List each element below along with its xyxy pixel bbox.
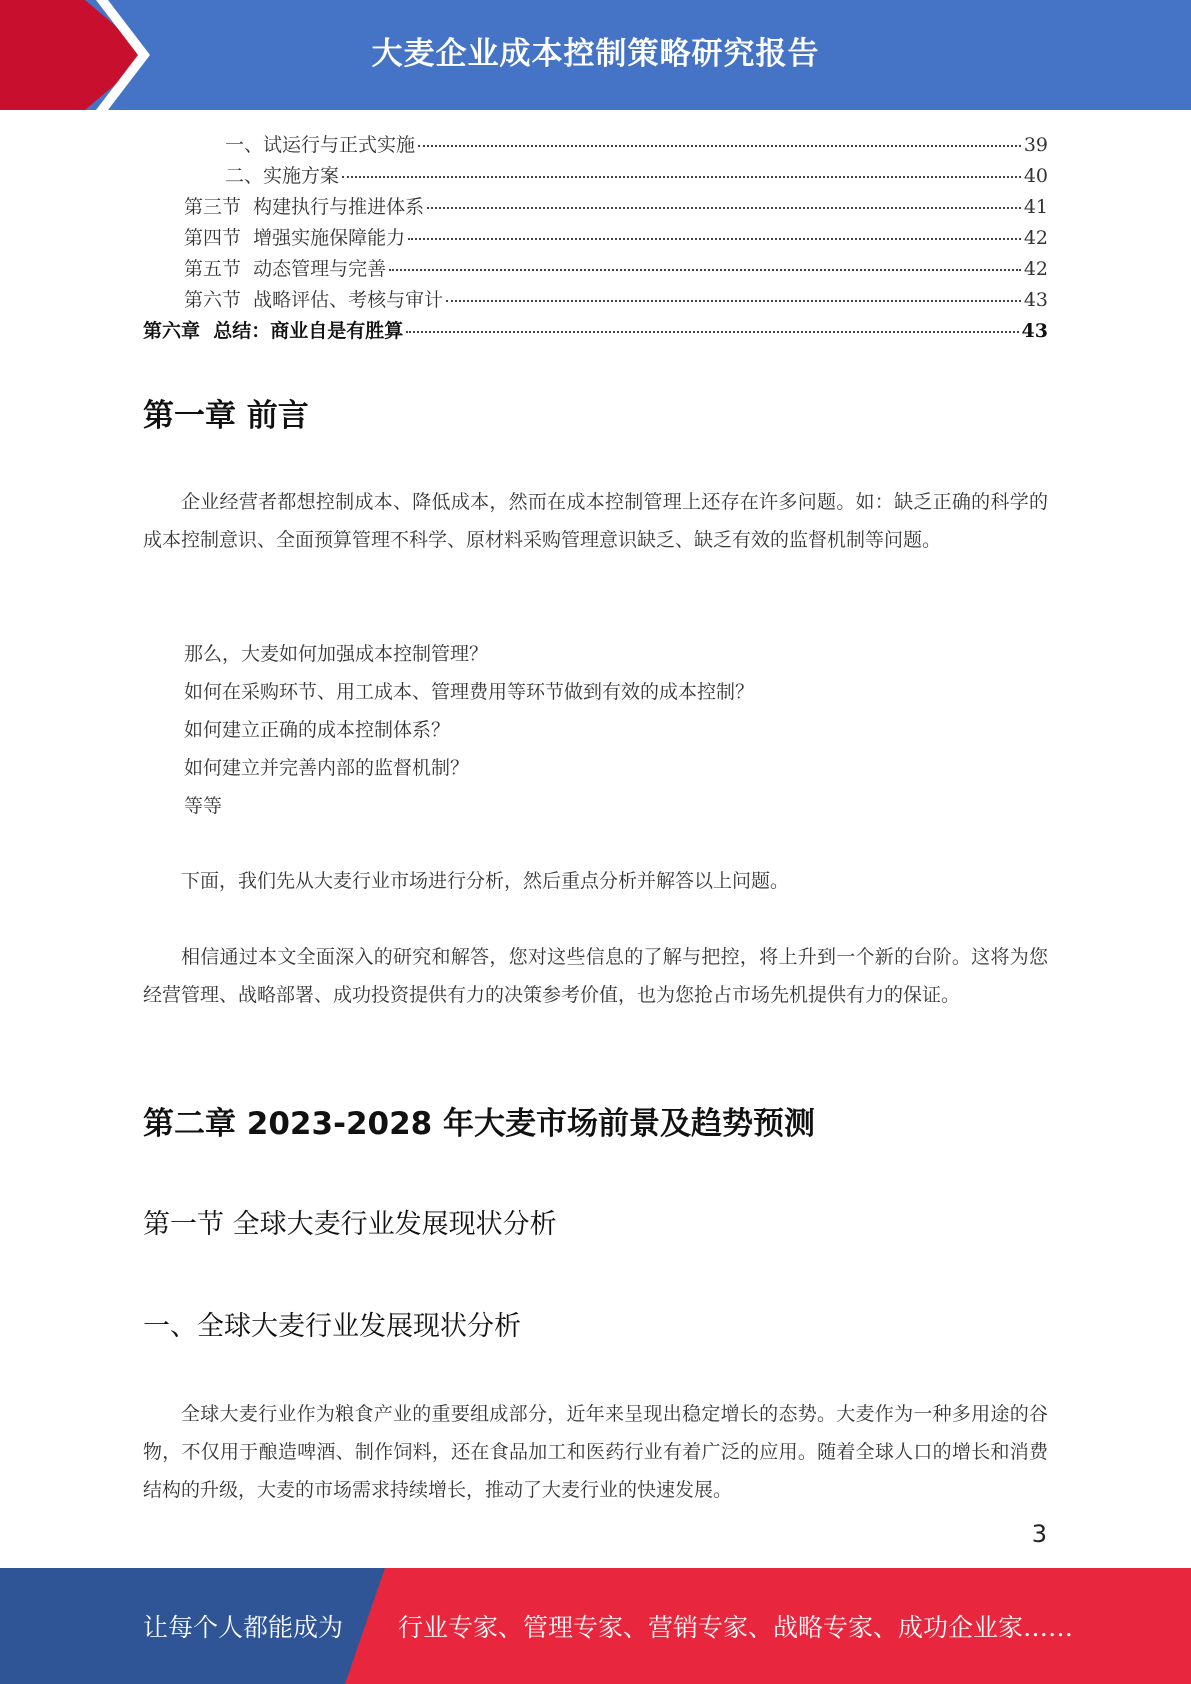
toc-leader-dots — [342, 176, 1021, 178]
question-item: 等等 — [184, 795, 223, 817]
subsection-heading: 一、全球大麦行业发展现状分析 — [143, 1311, 521, 1342]
toc-entry-page: 40 — [1023, 165, 1048, 187]
toc-entry-page: 42 — [1023, 227, 1048, 249]
chapter-1-para-3 — [143, 938, 1048, 1014]
question-list — [143, 635, 1048, 825]
toc-entry-title: 第六节 战略评估、考核与审计 — [184, 289, 444, 311]
question-item: 如何建立正确的成本控制体系？ — [184, 719, 451, 741]
toc-entry-title: 第六章 总结：商业自是有胜算 — [143, 320, 404, 342]
chapter-2-heading-block — [143, 1098, 1048, 1143]
toc-entry[interactable] — [143, 192, 1048, 223]
toc-entry-page: 41 — [1023, 196, 1048, 218]
toc-entry-page: 42 — [1023, 258, 1048, 280]
chapter-1-heading: 第一章 前言 — [143, 398, 309, 434]
toc-entry[interactable] — [143, 254, 1048, 285]
paragraph: 企业经营者都想控制成本、降低成本，然而在成本控制管理上还存在许多问题。如：缺乏正确的科学的成本控制意识、全面预算管理不科学、原材料采购管理意识缺乏、缺乏有效的监督机制等问题。 — [143, 491, 1048, 551]
page-footer — [0, 1568, 1191, 1684]
toc-leader-dots — [427, 207, 1021, 209]
toc-entry-title: 第三节 构建执行与推进体系 — [184, 196, 425, 218]
section-1-heading-block — [143, 1202, 1048, 1241]
paragraph: 下面，我们先从大麦行业市场进行分析，然后重点分析并解答以上问题。 — [181, 870, 790, 892]
page-number: 3 — [1031, 1520, 1047, 1548]
toc-entry[interactable] — [143, 223, 1048, 254]
question-item: 那么，大麦如何加强成本控制管理？ — [184, 643, 489, 665]
toc-leader-dots — [406, 331, 1018, 333]
chapter-2-heading: 第二章 2023-2028 年大麦市场前景及趋势预测 — [143, 1106, 816, 1142]
chapter-1-para-2 — [143, 862, 1048, 900]
toc-entry[interactable] — [143, 316, 1048, 347]
toc-entry-page: 43 — [1023, 289, 1048, 311]
paragraph: 相信通过本文全面深入的研究和解答，您对这些信息的了解与把控，将上升到一个新的台阶。这将为您经营管理、战略部署、成功投资提供有力的决策参考价值，也为您抢占市场先机提供有力的保证。 — [143, 946, 1048, 1006]
toc-entry-page: 43 — [1021, 320, 1048, 342]
chapter-1-heading-block — [143, 390, 1048, 435]
question-item: 如何建立并完善内部的监督机制？ — [184, 757, 470, 779]
toc-leader-dots — [418, 145, 1021, 147]
footer-slogan-right: 行业专家、管理专家、营销专家、战略专家、成功企业家…… — [398, 1613, 1074, 1642]
toc-entry-title: 二、实施方案 — [225, 165, 340, 187]
subsection-1-heading-block — [143, 1304, 1048, 1343]
chapter-2-para-1 — [143, 1395, 1048, 1509]
toc-leader-dots — [389, 269, 1021, 271]
toc-entry[interactable] — [143, 161, 1048, 192]
toc-entry[interactable] — [143, 130, 1048, 161]
chapter-1-intro — [143, 483, 1048, 559]
question-item: 如何在采购环节、用工成本、管理费用等环节做到有效的成本控制？ — [184, 681, 755, 703]
header-title: 大麦企业成本控制策略研究报告 — [371, 36, 820, 72]
toc-leader-dots — [408, 238, 1021, 240]
page-header — [0, 0, 1191, 110]
table-of-contents — [143, 130, 1048, 347]
toc-entry-page: 39 — [1023, 134, 1048, 156]
toc-entry[interactable] — [143, 285, 1048, 316]
footer-slogan-left: 让每个人都能成为 — [143, 1613, 344, 1642]
section-heading: 第一节 全球大麦行业发展现状分析 — [143, 1209, 557, 1240]
toc-entry-title: 第四节 增强实施保障能力 — [184, 227, 406, 249]
toc-leader-dots — [446, 300, 1021, 302]
toc-entry-title: 一、试运行与正式实施 — [225, 134, 416, 156]
paragraph: 全球大麦行业作为粮食产业的重要组成部分，近年来呈现出稳定增长的态势。大麦作为一种多用途的谷物，不仅用于酿造啤酒、制作饲料，还在食品加工和医药行业有着广泛的应用。随着全球人口的增长和消费结构的升级，大麦的市场需求持续增长，推动了大麦行业的快速发展。 — [143, 1403, 1048, 1501]
toc-entry-title: 第五节 动态管理与完善 — [184, 258, 387, 280]
